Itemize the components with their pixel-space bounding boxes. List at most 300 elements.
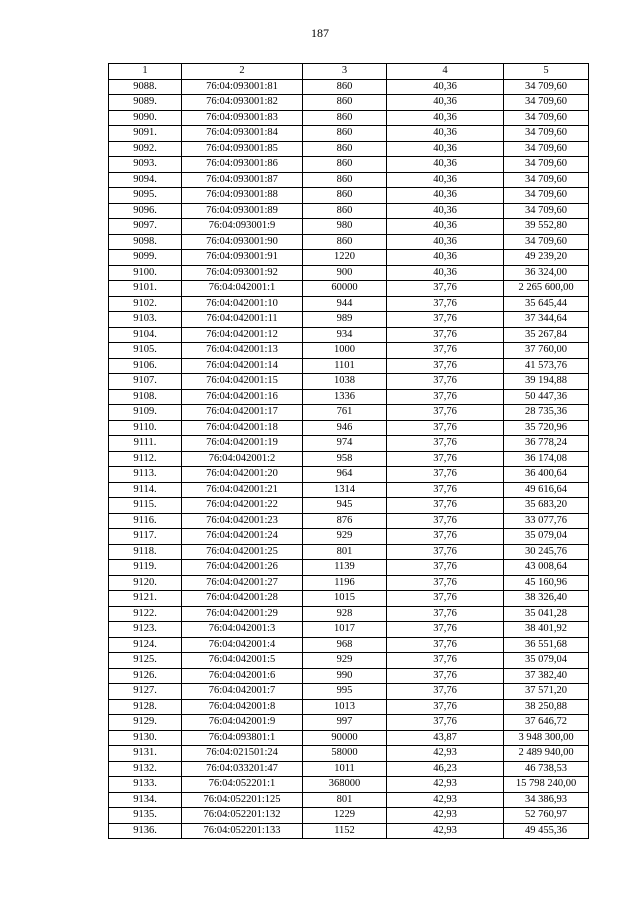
table-row — [109, 498, 589, 514]
rate-cell: 40,36 — [387, 188, 504, 204]
rate-cell: 37,76 — [387, 653, 504, 669]
cadastral-number-cell: 76:04:042001:22 — [182, 498, 303, 514]
value-cell: 35 720,96 — [504, 420, 589, 436]
value-cell: 38 401,92 — [504, 622, 589, 638]
cadastral-number-cell: 76:04:093801:1 — [182, 730, 303, 746]
cadastral-number-cell: 76:04:042001:24 — [182, 529, 303, 545]
area-cell: 860 — [303, 95, 387, 111]
area-cell: 860 — [303, 203, 387, 219]
rate-cell: 40,36 — [387, 234, 504, 250]
table-row — [109, 653, 589, 669]
table-row — [109, 544, 589, 560]
cadastral-number-cell: 76:04:093001:86 — [182, 157, 303, 173]
value-cell: 35 645,44 — [504, 296, 589, 312]
table-row — [109, 389, 589, 405]
value-cell: 39 552,80 — [504, 219, 589, 235]
cadastral-number-cell: 76:04:042001:20 — [182, 467, 303, 483]
cadastral-number-cell: 76:04:042001:12 — [182, 327, 303, 343]
value-cell: 35 079,04 — [504, 529, 589, 545]
value-cell: 37 382,40 — [504, 668, 589, 684]
cadastral-number-cell: 76:04:042001:7 — [182, 684, 303, 700]
table-row — [109, 126, 589, 142]
table-row — [109, 343, 589, 359]
area-cell: 928 — [303, 606, 387, 622]
row-number-cell: 9088. — [109, 79, 182, 95]
row-number-cell: 9134. — [109, 792, 182, 808]
row-number-cell: 9131. — [109, 746, 182, 762]
area-cell: 944 — [303, 296, 387, 312]
table-row — [109, 575, 589, 591]
area-cell: 934 — [303, 327, 387, 343]
area-cell: 929 — [303, 529, 387, 545]
table-row — [109, 467, 589, 483]
table-row — [109, 777, 589, 793]
cadastral-number-cell: 76:04:093001:84 — [182, 126, 303, 142]
row-number-cell: 9125. — [109, 653, 182, 669]
rate-cell: 40,36 — [387, 126, 504, 142]
table-row — [109, 234, 589, 250]
row-number-cell: 9132. — [109, 761, 182, 777]
area-cell: 860 — [303, 141, 387, 157]
value-cell: 35 079,04 — [504, 653, 589, 669]
row-number-cell: 9122. — [109, 606, 182, 622]
area-cell: 900 — [303, 265, 387, 281]
value-cell: 43 008,64 — [504, 560, 589, 576]
row-number-cell: 9104. — [109, 327, 182, 343]
cadastral-number-cell: 76:04:042001:10 — [182, 296, 303, 312]
table-row — [109, 715, 589, 731]
area-cell: 945 — [303, 498, 387, 514]
table-row — [109, 420, 589, 436]
area-cell: 1000 — [303, 343, 387, 359]
area-cell: 1015 — [303, 591, 387, 607]
row-number-cell: 9121. — [109, 591, 182, 607]
cadastral-number-cell: 76:04:042001:14 — [182, 358, 303, 374]
cadastral-number-cell: 76:04:093001:83 — [182, 110, 303, 126]
cadastral-number-cell: 76:04:042001:18 — [182, 420, 303, 436]
rate-cell: 42,93 — [387, 792, 504, 808]
rate-cell: 37,76 — [387, 715, 504, 731]
rate-cell: 37,76 — [387, 591, 504, 607]
rate-cell: 42,93 — [387, 823, 504, 839]
row-number-cell: 9119. — [109, 560, 182, 576]
area-cell: 968 — [303, 637, 387, 653]
rate-cell: 37,76 — [387, 684, 504, 700]
cadastral-number-cell: 76:04:052201:1 — [182, 777, 303, 793]
cadastral-number-cell: 76:04:042001:4 — [182, 637, 303, 653]
cadastral-number-cell: 76:04:042001:3 — [182, 622, 303, 638]
rate-cell: 40,36 — [387, 265, 504, 281]
cadastral-number-cell: 76:04:042001:15 — [182, 374, 303, 390]
row-number-cell: 9128. — [109, 699, 182, 715]
area-cell: 801 — [303, 792, 387, 808]
row-number-cell: 9098. — [109, 234, 182, 250]
area-cell: 860 — [303, 157, 387, 173]
cadastral-number-cell: 76:04:093001:89 — [182, 203, 303, 219]
cadastral-number-cell: 76:04:042001:13 — [182, 343, 303, 359]
value-cell: 35 041,28 — [504, 606, 589, 622]
row-number-cell: 9109. — [109, 405, 182, 421]
cadastral-number-cell: 76:04:093001:85 — [182, 141, 303, 157]
cadastral-number-cell: 76:04:093001:92 — [182, 265, 303, 281]
value-cell: 36 551,68 — [504, 637, 589, 653]
area-cell: 1336 — [303, 389, 387, 405]
rate-cell: 37,76 — [387, 327, 504, 343]
cadastral-number-cell: 76:04:021501:24 — [182, 746, 303, 762]
area-cell: 90000 — [303, 730, 387, 746]
cadastral-number-cell: 76:04:042001:21 — [182, 482, 303, 498]
value-cell: 34 709,60 — [504, 95, 589, 111]
table-row — [109, 312, 589, 328]
table-row — [109, 482, 589, 498]
rate-cell: 37,76 — [387, 575, 504, 591]
table-row — [109, 529, 589, 545]
value-cell: 49 455,36 — [504, 823, 589, 839]
value-cell: 34 709,60 — [504, 203, 589, 219]
value-cell: 36 778,24 — [504, 436, 589, 452]
row-number-cell: 9110. — [109, 420, 182, 436]
row-number-cell: 9117. — [109, 529, 182, 545]
row-number-cell: 9112. — [109, 451, 182, 467]
rate-cell: 40,36 — [387, 250, 504, 266]
row-number-cell: 9115. — [109, 498, 182, 514]
value-cell: 34 709,60 — [504, 79, 589, 95]
row-number-cell: 9124. — [109, 637, 182, 653]
cadastral-number-cell: 76:04:093001:81 — [182, 79, 303, 95]
rate-cell: 40,36 — [387, 203, 504, 219]
area-cell: 974 — [303, 436, 387, 452]
page-number: 187 — [311, 26, 329, 40]
area-cell: 860 — [303, 79, 387, 95]
value-cell: 37 571,20 — [504, 684, 589, 700]
table-row — [109, 823, 589, 839]
area-cell: 995 — [303, 684, 387, 700]
column-header: 2 — [182, 64, 303, 80]
table-row — [109, 761, 589, 777]
area-cell: 876 — [303, 513, 387, 529]
area-cell: 1013 — [303, 699, 387, 715]
table-row — [109, 296, 589, 312]
area-cell: 980 — [303, 219, 387, 235]
cadastral-number-cell: 76:04:042001:19 — [182, 436, 303, 452]
cadastral-number-cell: 76:04:042001:5 — [182, 653, 303, 669]
value-cell: 37 344,64 — [504, 312, 589, 328]
cadastral-number-cell: 76:04:093001:9 — [182, 219, 303, 235]
rate-cell: 37,76 — [387, 405, 504, 421]
rate-cell: 42,93 — [387, 777, 504, 793]
table-row — [109, 250, 589, 266]
table-row — [109, 513, 589, 529]
area-cell: 860 — [303, 126, 387, 142]
column-header: 1 — [109, 64, 182, 80]
rate-cell: 37,76 — [387, 513, 504, 529]
value-cell: 36 324,00 — [504, 265, 589, 281]
row-number-cell: 9096. — [109, 203, 182, 219]
cadastral-number-cell: 76:04:042001:9 — [182, 715, 303, 731]
area-cell: 964 — [303, 467, 387, 483]
column-header: 4 — [387, 64, 504, 80]
value-cell: 49 239,20 — [504, 250, 589, 266]
value-cell: 41 573,76 — [504, 358, 589, 374]
value-cell: 33 077,76 — [504, 513, 589, 529]
rate-cell: 43,87 — [387, 730, 504, 746]
table-row — [109, 637, 589, 653]
rate-cell: 40,36 — [387, 172, 504, 188]
table-row — [109, 684, 589, 700]
area-cell: 1011 — [303, 761, 387, 777]
rate-cell: 37,76 — [387, 343, 504, 359]
area-cell: 58000 — [303, 746, 387, 762]
area-cell: 929 — [303, 653, 387, 669]
table-row — [109, 281, 589, 297]
value-cell: 37 760,00 — [504, 343, 589, 359]
value-cell: 15 798 240,00 — [504, 777, 589, 793]
cadastral-number-cell: 76:04:042001:2 — [182, 451, 303, 467]
column-header: 5 — [504, 64, 589, 80]
table-row — [109, 808, 589, 824]
table-row — [109, 606, 589, 622]
cadastral-number-cell: 76:04:093001:88 — [182, 188, 303, 204]
row-number-cell: 9130. — [109, 730, 182, 746]
rate-cell: 37,76 — [387, 699, 504, 715]
rate-cell: 37,76 — [387, 637, 504, 653]
cadastral-number-cell: 76:04:042001:1 — [182, 281, 303, 297]
rate-cell: 37,76 — [387, 436, 504, 452]
value-cell: 30 245,76 — [504, 544, 589, 560]
row-number-cell: 9100. — [109, 265, 182, 281]
cadastral-number-cell: 76:04:052201:133 — [182, 823, 303, 839]
value-cell: 34 386,93 — [504, 792, 589, 808]
table-row — [109, 374, 589, 390]
row-number-cell: 9127. — [109, 684, 182, 700]
area-cell: 1101 — [303, 358, 387, 374]
value-cell: 28 735,36 — [504, 405, 589, 421]
cadastral-number-cell: 76:04:042001:8 — [182, 699, 303, 715]
cadastral-number-cell: 76:04:042001:17 — [182, 405, 303, 421]
rate-cell: 37,76 — [387, 281, 504, 297]
rate-cell: 37,76 — [387, 482, 504, 498]
cadastral-number-cell: 76:04:042001:25 — [182, 544, 303, 560]
row-number-cell: 9120. — [109, 575, 182, 591]
value-cell: 46 738,53 — [504, 761, 589, 777]
area-cell: 1196 — [303, 575, 387, 591]
rate-cell: 40,36 — [387, 110, 504, 126]
rate-cell: 37,76 — [387, 529, 504, 545]
table-row — [109, 699, 589, 715]
rate-cell: 37,76 — [387, 374, 504, 390]
area-cell: 1139 — [303, 560, 387, 576]
area-cell: 1152 — [303, 823, 387, 839]
rate-cell: 42,93 — [387, 746, 504, 762]
table-row — [109, 405, 589, 421]
value-cell: 34 709,60 — [504, 234, 589, 250]
row-number-cell: 9116. — [109, 513, 182, 529]
area-cell: 860 — [303, 110, 387, 126]
area-cell: 761 — [303, 405, 387, 421]
area-cell: 989 — [303, 312, 387, 328]
row-number-cell: 9099. — [109, 250, 182, 266]
table-row — [109, 110, 589, 126]
table-row — [109, 730, 589, 746]
column-header: 3 — [303, 64, 387, 80]
table-row — [109, 358, 589, 374]
cadastral-number-cell: 76:04:042001:11 — [182, 312, 303, 328]
row-number-cell: 9095. — [109, 188, 182, 204]
value-cell: 35 683,20 — [504, 498, 589, 514]
value-cell: 36 400,64 — [504, 467, 589, 483]
value-cell: 45 160,96 — [504, 575, 589, 591]
area-cell: 860 — [303, 234, 387, 250]
data-table — [108, 63, 589, 839]
table-row — [109, 141, 589, 157]
cadastral-number-cell: 76:04:052201:125 — [182, 792, 303, 808]
area-cell: 1220 — [303, 250, 387, 266]
table-row — [109, 436, 589, 452]
table-row — [109, 95, 589, 111]
table-row — [109, 265, 589, 281]
row-number-cell: 9091. — [109, 126, 182, 142]
value-cell: 52 760,97 — [504, 808, 589, 824]
row-number-cell: 9094. — [109, 172, 182, 188]
table-row — [109, 746, 589, 762]
row-number-cell: 9129. — [109, 715, 182, 731]
row-number-cell: 9123. — [109, 622, 182, 638]
value-cell: 38 250,88 — [504, 699, 589, 715]
table-row — [109, 451, 589, 467]
area-cell: 1229 — [303, 808, 387, 824]
rate-cell: 46,23 — [387, 761, 504, 777]
table-row — [109, 79, 589, 95]
area-cell: 1038 — [303, 374, 387, 390]
area-cell: 1314 — [303, 482, 387, 498]
area-cell: 860 — [303, 172, 387, 188]
rate-cell: 37,76 — [387, 312, 504, 328]
table-row — [109, 792, 589, 808]
rate-cell: 40,36 — [387, 219, 504, 235]
value-cell: 39 194,88 — [504, 374, 589, 390]
cadastral-number-cell: 76:04:093001:82 — [182, 95, 303, 111]
table-row — [109, 591, 589, 607]
row-number-cell: 9093. — [109, 157, 182, 173]
row-number-cell: 9089. — [109, 95, 182, 111]
row-number-cell: 9102. — [109, 296, 182, 312]
area-cell: 1017 — [303, 622, 387, 638]
cadastral-number-cell: 76:04:093001:90 — [182, 234, 303, 250]
value-cell: 34 709,60 — [504, 110, 589, 126]
area-cell: 958 — [303, 451, 387, 467]
header-row — [109, 64, 589, 80]
rate-cell: 37,76 — [387, 498, 504, 514]
value-cell: 37 646,72 — [504, 715, 589, 731]
table-body — [109, 79, 589, 839]
cadastral-number-cell: 76:04:042001:27 — [182, 575, 303, 591]
cadastral-number-cell: 76:04:033201:47 — [182, 761, 303, 777]
row-number-cell: 9097. — [109, 219, 182, 235]
value-cell: 50 447,36 — [504, 389, 589, 405]
row-number-cell: 9136. — [109, 823, 182, 839]
area-cell: 990 — [303, 668, 387, 684]
rate-cell: 37,76 — [387, 622, 504, 638]
table-row — [109, 219, 589, 235]
row-number-cell: 9092. — [109, 141, 182, 157]
rate-cell: 40,36 — [387, 95, 504, 111]
value-cell: 34 709,60 — [504, 141, 589, 157]
row-number-cell: 9101. — [109, 281, 182, 297]
rate-cell: 40,36 — [387, 157, 504, 173]
value-cell: 34 709,60 — [504, 188, 589, 204]
cadastral-number-cell: 76:04:093001:91 — [182, 250, 303, 266]
cadastral-number-cell: 76:04:042001:16 — [182, 389, 303, 405]
rate-cell: 40,36 — [387, 79, 504, 95]
value-cell: 49 616,64 — [504, 482, 589, 498]
row-number-cell: 9107. — [109, 374, 182, 390]
row-number-cell: 9118. — [109, 544, 182, 560]
rate-cell: 37,76 — [387, 389, 504, 405]
value-cell: 2 489 940,00 — [504, 746, 589, 762]
table-row — [109, 622, 589, 638]
rate-cell: 37,76 — [387, 560, 504, 576]
rate-cell: 37,76 — [387, 358, 504, 374]
value-cell: 35 267,84 — [504, 327, 589, 343]
table-row — [109, 327, 589, 343]
table-row — [109, 172, 589, 188]
rate-cell: 37,76 — [387, 420, 504, 436]
cadastral-number-cell: 76:04:052201:132 — [182, 808, 303, 824]
table-row — [109, 668, 589, 684]
row-number-cell: 9135. — [109, 808, 182, 824]
rate-cell: 40,36 — [387, 141, 504, 157]
cadastral-number-cell: 76:04:042001:29 — [182, 606, 303, 622]
rate-cell: 37,76 — [387, 668, 504, 684]
cadastral-number-cell: 76:04:042001:28 — [182, 591, 303, 607]
rate-cell: 37,76 — [387, 296, 504, 312]
row-number-cell: 9103. — [109, 312, 182, 328]
area-cell: 997 — [303, 715, 387, 731]
value-cell: 2 265 600,00 — [504, 281, 589, 297]
rate-cell: 37,76 — [387, 544, 504, 560]
cadastral-number-cell: 76:04:042001:26 — [182, 560, 303, 576]
row-number-cell: 9111. — [109, 436, 182, 452]
row-number-cell: 9114. — [109, 482, 182, 498]
value-cell: 34 709,60 — [504, 157, 589, 173]
value-cell: 36 174,08 — [504, 451, 589, 467]
area-cell: 946 — [303, 420, 387, 436]
cadastral-number-cell: 76:04:042001:23 — [182, 513, 303, 529]
cadastral-number-cell: 76:04:042001:6 — [182, 668, 303, 684]
rate-cell: 37,76 — [387, 451, 504, 467]
row-number-cell: 9106. — [109, 358, 182, 374]
rate-cell: 37,76 — [387, 606, 504, 622]
row-number-cell: 9113. — [109, 467, 182, 483]
cadastral-number-cell: 76:04:093001:87 — [182, 172, 303, 188]
row-number-cell: 9133. — [109, 777, 182, 793]
area-cell: 368000 — [303, 777, 387, 793]
table-row — [109, 203, 589, 219]
value-cell: 34 709,60 — [504, 172, 589, 188]
value-cell: 38 326,40 — [504, 591, 589, 607]
rate-cell: 42,93 — [387, 808, 504, 824]
row-number-cell: 9105. — [109, 343, 182, 359]
area-cell: 801 — [303, 544, 387, 560]
value-cell: 34 709,60 — [504, 126, 589, 142]
area-cell: 860 — [303, 188, 387, 204]
table-row — [109, 560, 589, 576]
row-number-cell: 9108. — [109, 389, 182, 405]
table-row — [109, 157, 589, 173]
row-number-cell: 9126. — [109, 668, 182, 684]
value-cell: 3 948 300,00 — [504, 730, 589, 746]
area-cell: 60000 — [303, 281, 387, 297]
